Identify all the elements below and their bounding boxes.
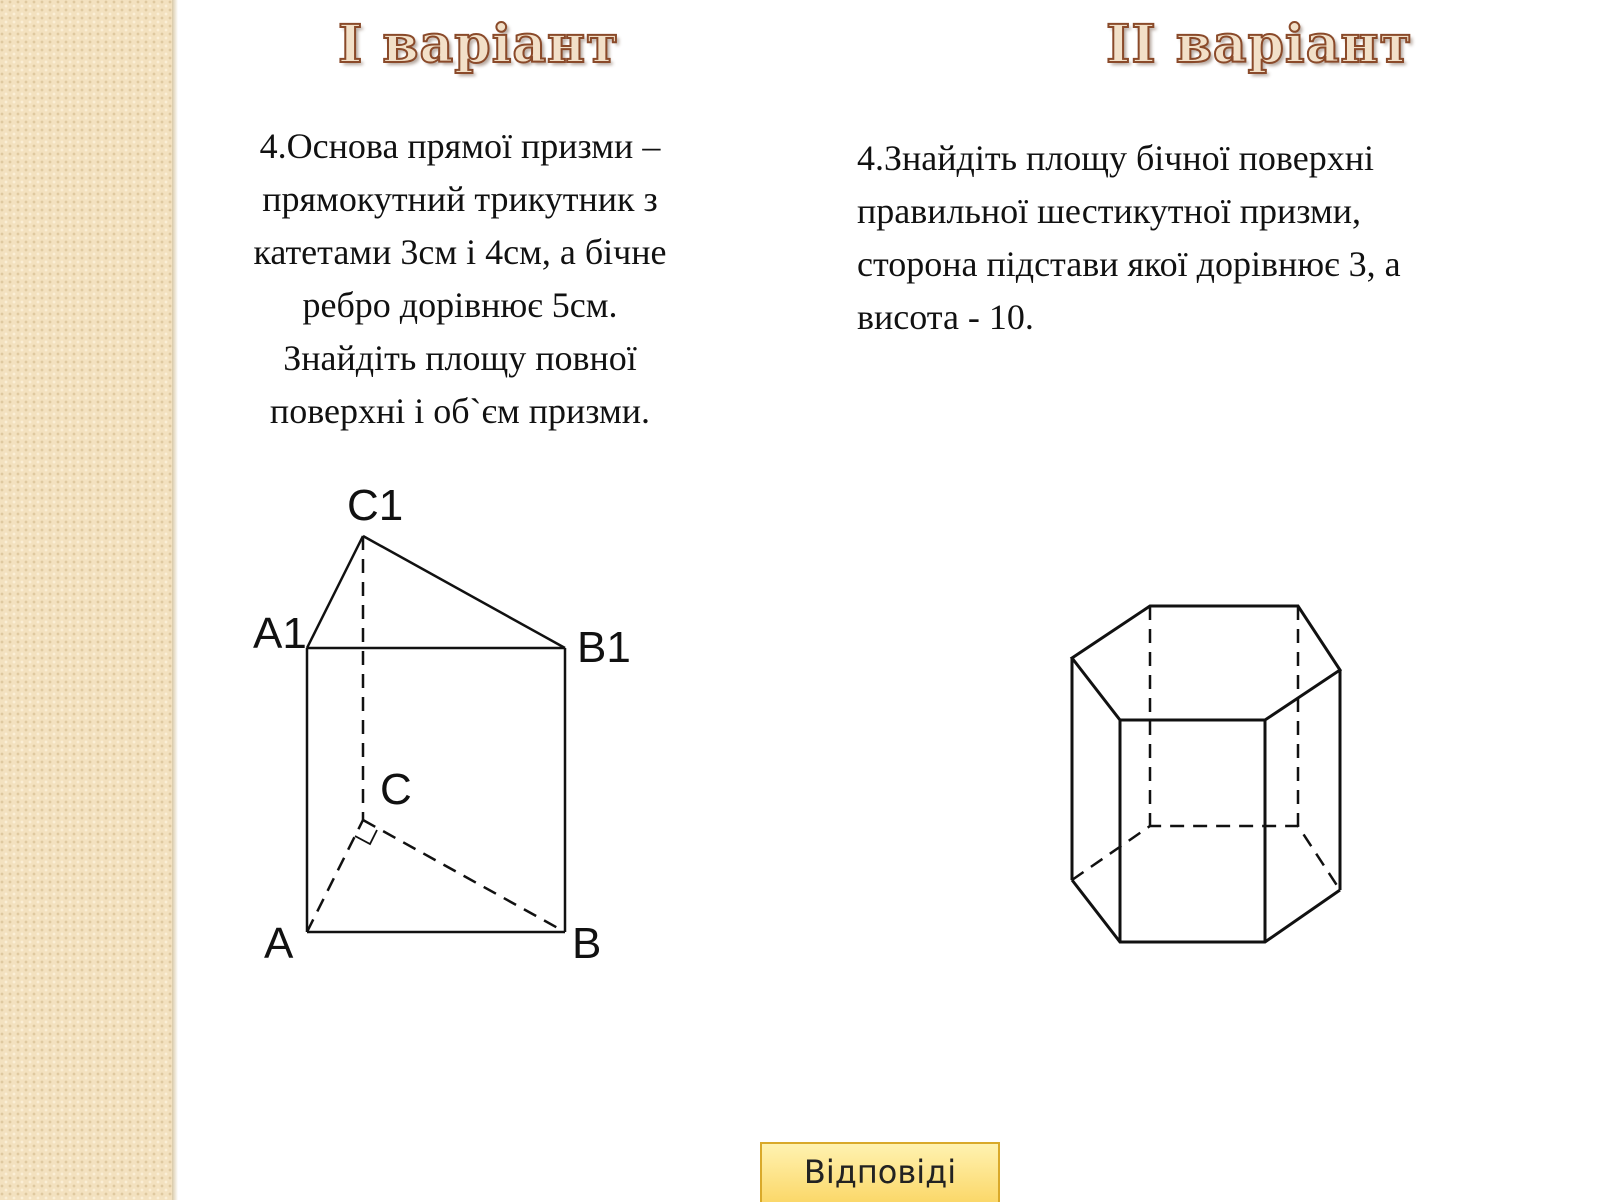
label-a: A <box>264 919 294 968</box>
hexagonal-prism-figure <box>1072 606 1340 942</box>
label-a1: A1 <box>253 609 307 658</box>
variant-2-heading: ІІ варіант <box>1106 14 1413 75</box>
hidden-edges <box>1072 606 1340 890</box>
answers-button[interactable]: Відповіді <box>760 1142 1000 1202</box>
task-line: сторона підстави якої дорівнює 3, а <box>857 244 1401 284</box>
hidden-bottom-edges <box>1072 826 1340 890</box>
variant-1-heading: І варіант <box>338 14 620 75</box>
task-line: 4.Основа прямої призми – <box>259 126 661 166</box>
task-line: ребро дорівнює 5см. <box>302 285 618 325</box>
task-line: катетами 3см і 4см, а бічне <box>253 232 667 272</box>
label-c: C <box>380 765 412 814</box>
edge-c1-b1 <box>363 536 565 648</box>
edge-a1-c1 <box>307 536 363 648</box>
task-line: Знайдіть площу повної <box>283 338 637 378</box>
task-line: висота - 10. <box>857 297 1034 337</box>
right-angle-mark <box>355 830 377 844</box>
task-line: поверхні і об`єм призми. <box>269 391 651 431</box>
task-line: правильної шестикутної призми, <box>857 191 1361 231</box>
bottom-visible-edges <box>1072 880 1340 942</box>
triangular-prism-figure <box>307 536 565 932</box>
task-line: 4.Знайдіть площу бічної поверхні <box>857 138 1374 178</box>
task-line: прямокутний трикутник з <box>262 179 658 219</box>
label-b: B <box>572 919 602 968</box>
label-c1: C1 <box>347 481 404 530</box>
label-b1: B1 <box>577 623 631 672</box>
hidden-edge-c-b <box>363 820 565 932</box>
top-hexagon <box>1072 606 1340 720</box>
